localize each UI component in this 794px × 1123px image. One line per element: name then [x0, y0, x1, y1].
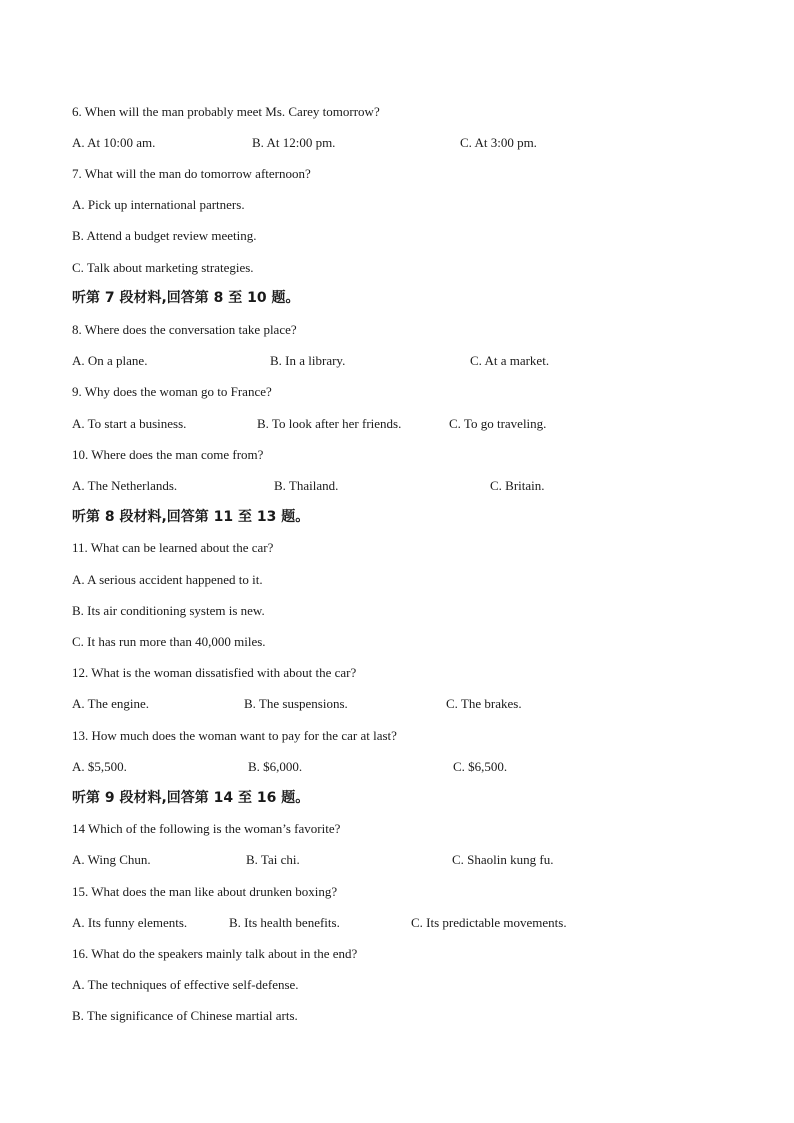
option-a: A. $5,500.: [72, 759, 127, 774]
option-c: C. $6,500.: [453, 759, 508, 774]
option-a: A. At 10:00 am.: [72, 135, 156, 150]
option-c: C. At a market.: [470, 353, 550, 368]
option-a: A. Its funny elements.: [72, 915, 188, 930]
option-b: B. Its air conditioning system is new.: [72, 603, 265, 618]
option-b: B. Thailand.: [274, 478, 339, 493]
option-c: C. Britain.: [490, 478, 545, 493]
option-c: C. At 3:00 pm.: [460, 135, 537, 150]
question-14: 14 Which of the following is the woman’s favorite?: [72, 821, 341, 836]
option-a: A. On a plane.: [72, 353, 148, 368]
option-a: A. Pick up international partners.: [72, 197, 245, 212]
option-c: C. Its predictable movements.: [411, 915, 567, 930]
option-b: B. At 12:00 pm.: [252, 135, 336, 150]
question-12: 12. What is the woman dissatisfied with about the car?: [72, 665, 357, 680]
question-8: 8. Where does the conversation take place?: [72, 322, 297, 337]
option-b: B. The significance of Chinese martial arts.: [72, 1008, 298, 1023]
option-a: A. Wing Chun.: [72, 852, 151, 867]
option-b: B. The suspensions.: [244, 696, 348, 711]
option-c: C. To go traveling.: [449, 416, 547, 431]
section-heading-7: 听第 7 段材料,回答第 8 至 10 题。: [72, 290, 300, 306]
option-a: A. A serious accident happened to it.: [72, 572, 263, 587]
section-heading-8: 听第 8 段材料,回答第 11 至 13 题。: [72, 509, 310, 525]
option-b: B. In a library.: [270, 353, 346, 368]
option-a: A. The engine.: [72, 696, 150, 711]
question-16: 16. What do the speakers mainly talk about in the end?: [72, 946, 358, 961]
section-heading-9: 听第 9 段材料,回答第 14 至 16 题。: [72, 790, 310, 806]
option-b: B. $6,000.: [248, 759, 303, 774]
question-15: 15. What does the man like about drunken boxing?: [72, 884, 338, 899]
option-c: C. It has run more than 40,000 miles.: [72, 634, 266, 649]
question-11: 11. What can be learned about the car?: [72, 540, 274, 555]
option-a: A. The Netherlands.: [72, 478, 178, 493]
question-10: 10. Where does the man come from?: [72, 447, 264, 462]
option-a: A. The techniques of effective self-defense.: [72, 977, 299, 992]
question-7: 7. What will the man do tomorrow afternoon?: [72, 166, 311, 181]
option-c: C. Talk about marketing strategies.: [72, 260, 254, 275]
option-b: B. Its health benefits.: [229, 915, 340, 930]
option-b: B. To look after her friends.: [257, 416, 402, 431]
option-b: B. Tai chi.: [246, 852, 300, 867]
option-c: C. The brakes.: [446, 696, 522, 711]
option-c: C. Shaolin kung fu.: [452, 852, 554, 867]
option-b: B. Attend a budget review meeting.: [72, 228, 257, 243]
option-a: A. To start a business.: [72, 416, 187, 431]
question-13: 13. How much does the woman want to pay for the car at last?: [72, 728, 397, 743]
question-9: 9. Why does the woman go to France?: [72, 384, 272, 399]
question-6: 6. When will the man probably meet Ms. Carey tomorrow?: [72, 104, 380, 119]
